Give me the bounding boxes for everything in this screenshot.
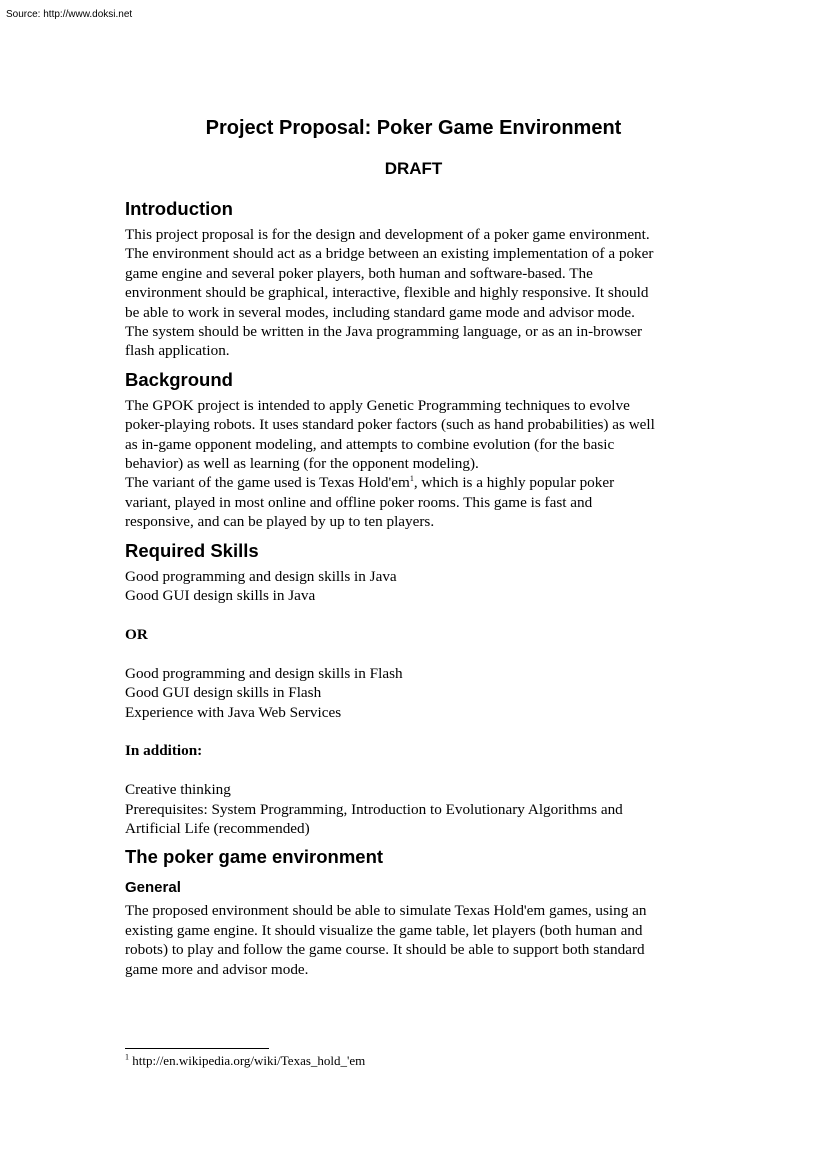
paragraph-line: as in-game opponent modeling, and attempts to combine evolution (for the basic (125, 435, 615, 453)
or-label: OR (125, 625, 148, 643)
paragraph-line: The proposed environment should be able to simulate Texas Hold'em games, using an (125, 902, 647, 920)
paragraph-line: poker-playing robots. It uses standard poker factors (such as hand probabilities) as well (125, 416, 655, 434)
footnote-link[interactable]: http://en.wikipedia.org/wiki/Texas_hold_'em (129, 1053, 366, 1068)
general-heading: General (125, 879, 181, 897)
paragraph-line: robots) to play and follow the game course. It should be able to support both standard (125, 941, 645, 959)
skill-item: Good GUI design skills in Java (125, 587, 316, 605)
background-section (125, 369, 705, 532)
variant-text-rest: , which is a highly popular poker (413, 474, 615, 492)
paragraph-line: variant, played in most online and offline poker rooms. This game is fast and (125, 493, 593, 511)
introduction-heading: Introduction (125, 198, 233, 219)
paragraph-line (125, 473, 705, 492)
paragraph-line: The system should be written in the Java programming language, or as an in-browser (125, 323, 643, 341)
footnote (125, 1053, 365, 1069)
skill-item: Prerequisites: System Programming, Introduction to Evolutionary Algorithms and (125, 800, 623, 818)
source-label: Source: http://www.doksi.net (6, 9, 133, 20)
background-paragraph (125, 396, 705, 532)
paragraph-line: be able to work in several modes, including standard game mode and advisor mode. (125, 303, 635, 321)
paragraph-line: The GPOK project is intended to apply Genetic Programming techniques to evolve (125, 396, 630, 414)
paragraph-line: behavior) as well as learning (for the opponent modeling). (125, 455, 479, 473)
paragraph-line: game more and advisor mode. (125, 960, 309, 978)
document-body (125, 198, 705, 987)
skills-heading: Required Skills (125, 539, 259, 561)
paragraph-line: This project proposal is for the design and development of a poker game environment. (125, 226, 650, 243)
skills-list (125, 567, 705, 839)
paragraph-line: existing game engine. It should visualize the game table, let players (both human and (125, 921, 643, 939)
in-addition-label: In addition: (125, 742, 203, 760)
paragraph-line: responsive, and can be played by up to ten players. (125, 513, 435, 531)
environment-heading: The poker game environment (125, 846, 384, 868)
skill-item: Good GUI design skills in Flash (125, 684, 322, 702)
footnote-mark: 1 (125, 1052, 129, 1062)
paragraph-line: game engine and several poker players, both human and software-based. The (125, 264, 593, 282)
skill-item: Artificial Life (recommended) (125, 819, 310, 837)
introduction-section (125, 198, 705, 361)
skills-section (125, 540, 705, 839)
skill-item: Good programming and design skills in Flash (125, 664, 403, 682)
paragraph-line: environment should be graphical, interactive, flexible and highly responsive. It should (125, 284, 649, 302)
draft-subtitle: DRAFT (384, 159, 443, 178)
environment-section (125, 846, 705, 979)
footnote-ref[interactable]: 1 (409, 474, 414, 484)
paragraph-line: flash application. (125, 342, 230, 360)
background-heading: Background (125, 368, 233, 390)
general-paragraph (125, 901, 705, 979)
skill-item: Good programming and design skills in Java (125, 567, 397, 585)
introduction-paragraph (125, 225, 705, 361)
footnote-divider (125, 1048, 269, 1049)
page-title: Project Proposal: Poker Game Environment (205, 117, 622, 139)
skill-item: Creative thinking (125, 781, 231, 799)
skill-item: Experience with Java Web Services (125, 703, 342, 721)
paragraph-line: The environment should act as a bridge between an existing implementation of a poker (125, 245, 654, 263)
variant-text: The variant of the game used is Texas Hold'em (125, 474, 410, 492)
